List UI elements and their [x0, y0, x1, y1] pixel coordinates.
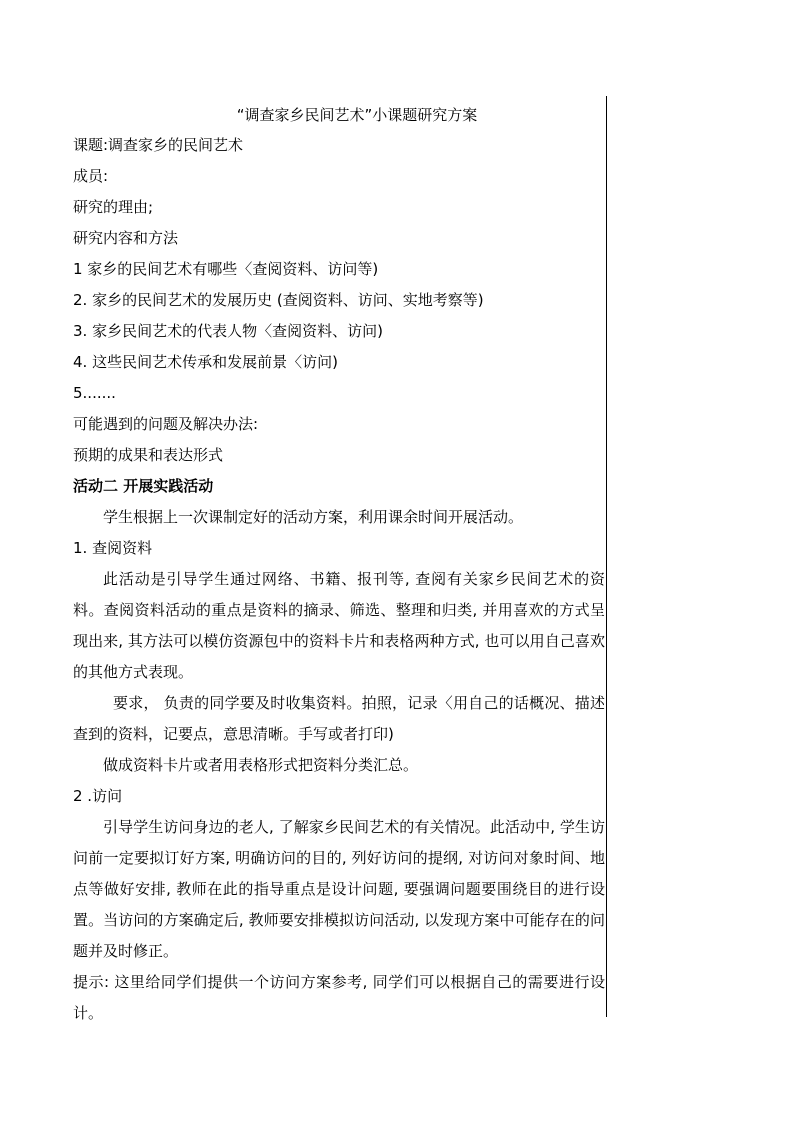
- plan-item: 5.......: [73, 384, 116, 402]
- section1-title: 1. 查阅资料: [73, 539, 153, 557]
- section2-paragraph: 引导学生访问身边的老人, 了解家乡民间艺术的有关情况。此活动中, 学生访问前一定要拟订好方案, 明确访问的目的, 列好访问的提纲, 对访问对象时间、地点等做好安排, 教师在此的指导重点是设计问题, 要强调问题要围绕目的进行设置。当访问的方案确定后, 教师要安排模拟访问活动, 以发现方案中可能存在的问题并及时修正。: [73, 818, 605, 960]
- plan-members: 成员:: [73, 167, 109, 185]
- plan-content-method: 研究内容和方法: [73, 229, 179, 247]
- plan-item: 2. 家乡的民间艺术的发展历史 (查阅资料、访问、实地考察等): [73, 291, 484, 309]
- plan-results: 预期的成果和表达形式: [73, 446, 224, 464]
- activity2-intro: 学生根据上一次课制定好的活动方案，利用课余时间开展活动。: [103, 508, 524, 526]
- plan-item: 3. 家乡民间艺术的代表人物〈查阅资料、访问): [73, 322, 383, 340]
- plan-reason: 研究的理由;: [73, 198, 154, 216]
- plan-item: 1 家乡的民间艺术有哪些〈查阅资料、访问等): [73, 260, 379, 278]
- section1-paragraph: 此活动是引导学生通过网络、书籍、报刊等, 查阅有关家乡民间艺术的资料。查阅资料活动的重点是资料的摘录、筛选、整理和归类, 并用喜欢的方式呈现出来, 其方法可以模仿资源包中的资料卡片和表格两种方式, 也可以用自己喜欢的其他方式表现。: [73, 570, 605, 681]
- tip-paragraph: 提示: 这里给同学们提供一个访问方案参考, 同学们可以根据自己的需要进行设计。: [73, 973, 605, 1022]
- section2-title: 2 .访问: [73, 787, 123, 805]
- plan-item: 4. 这些民间艺术传承和发展前景〈访问): [73, 353, 338, 371]
- table-cell-border: [606, 96, 607, 1017]
- activity2-heading: 活动二 开展实践活动: [73, 477, 214, 495]
- document-title: “调查家乡民间艺术”小课题研究方案: [236, 106, 478, 124]
- plan-topic: 课题:调查家乡的民间艺术: [73, 136, 244, 154]
- section1-requirements: 要求， 负责的同学要及时收集资料。拍照，记录〈用自己的话概况、描述查到的资料，记要点，意思清晰。手写或者打印): [73, 694, 605, 743]
- document-body: [73, 100, 605, 1029]
- section1-card: 做成资料卡片或者用表格形式把资料分类汇总。: [103, 756, 419, 774]
- plan-problems: 可能遇到的问题及解决办法:: [73, 415, 259, 433]
